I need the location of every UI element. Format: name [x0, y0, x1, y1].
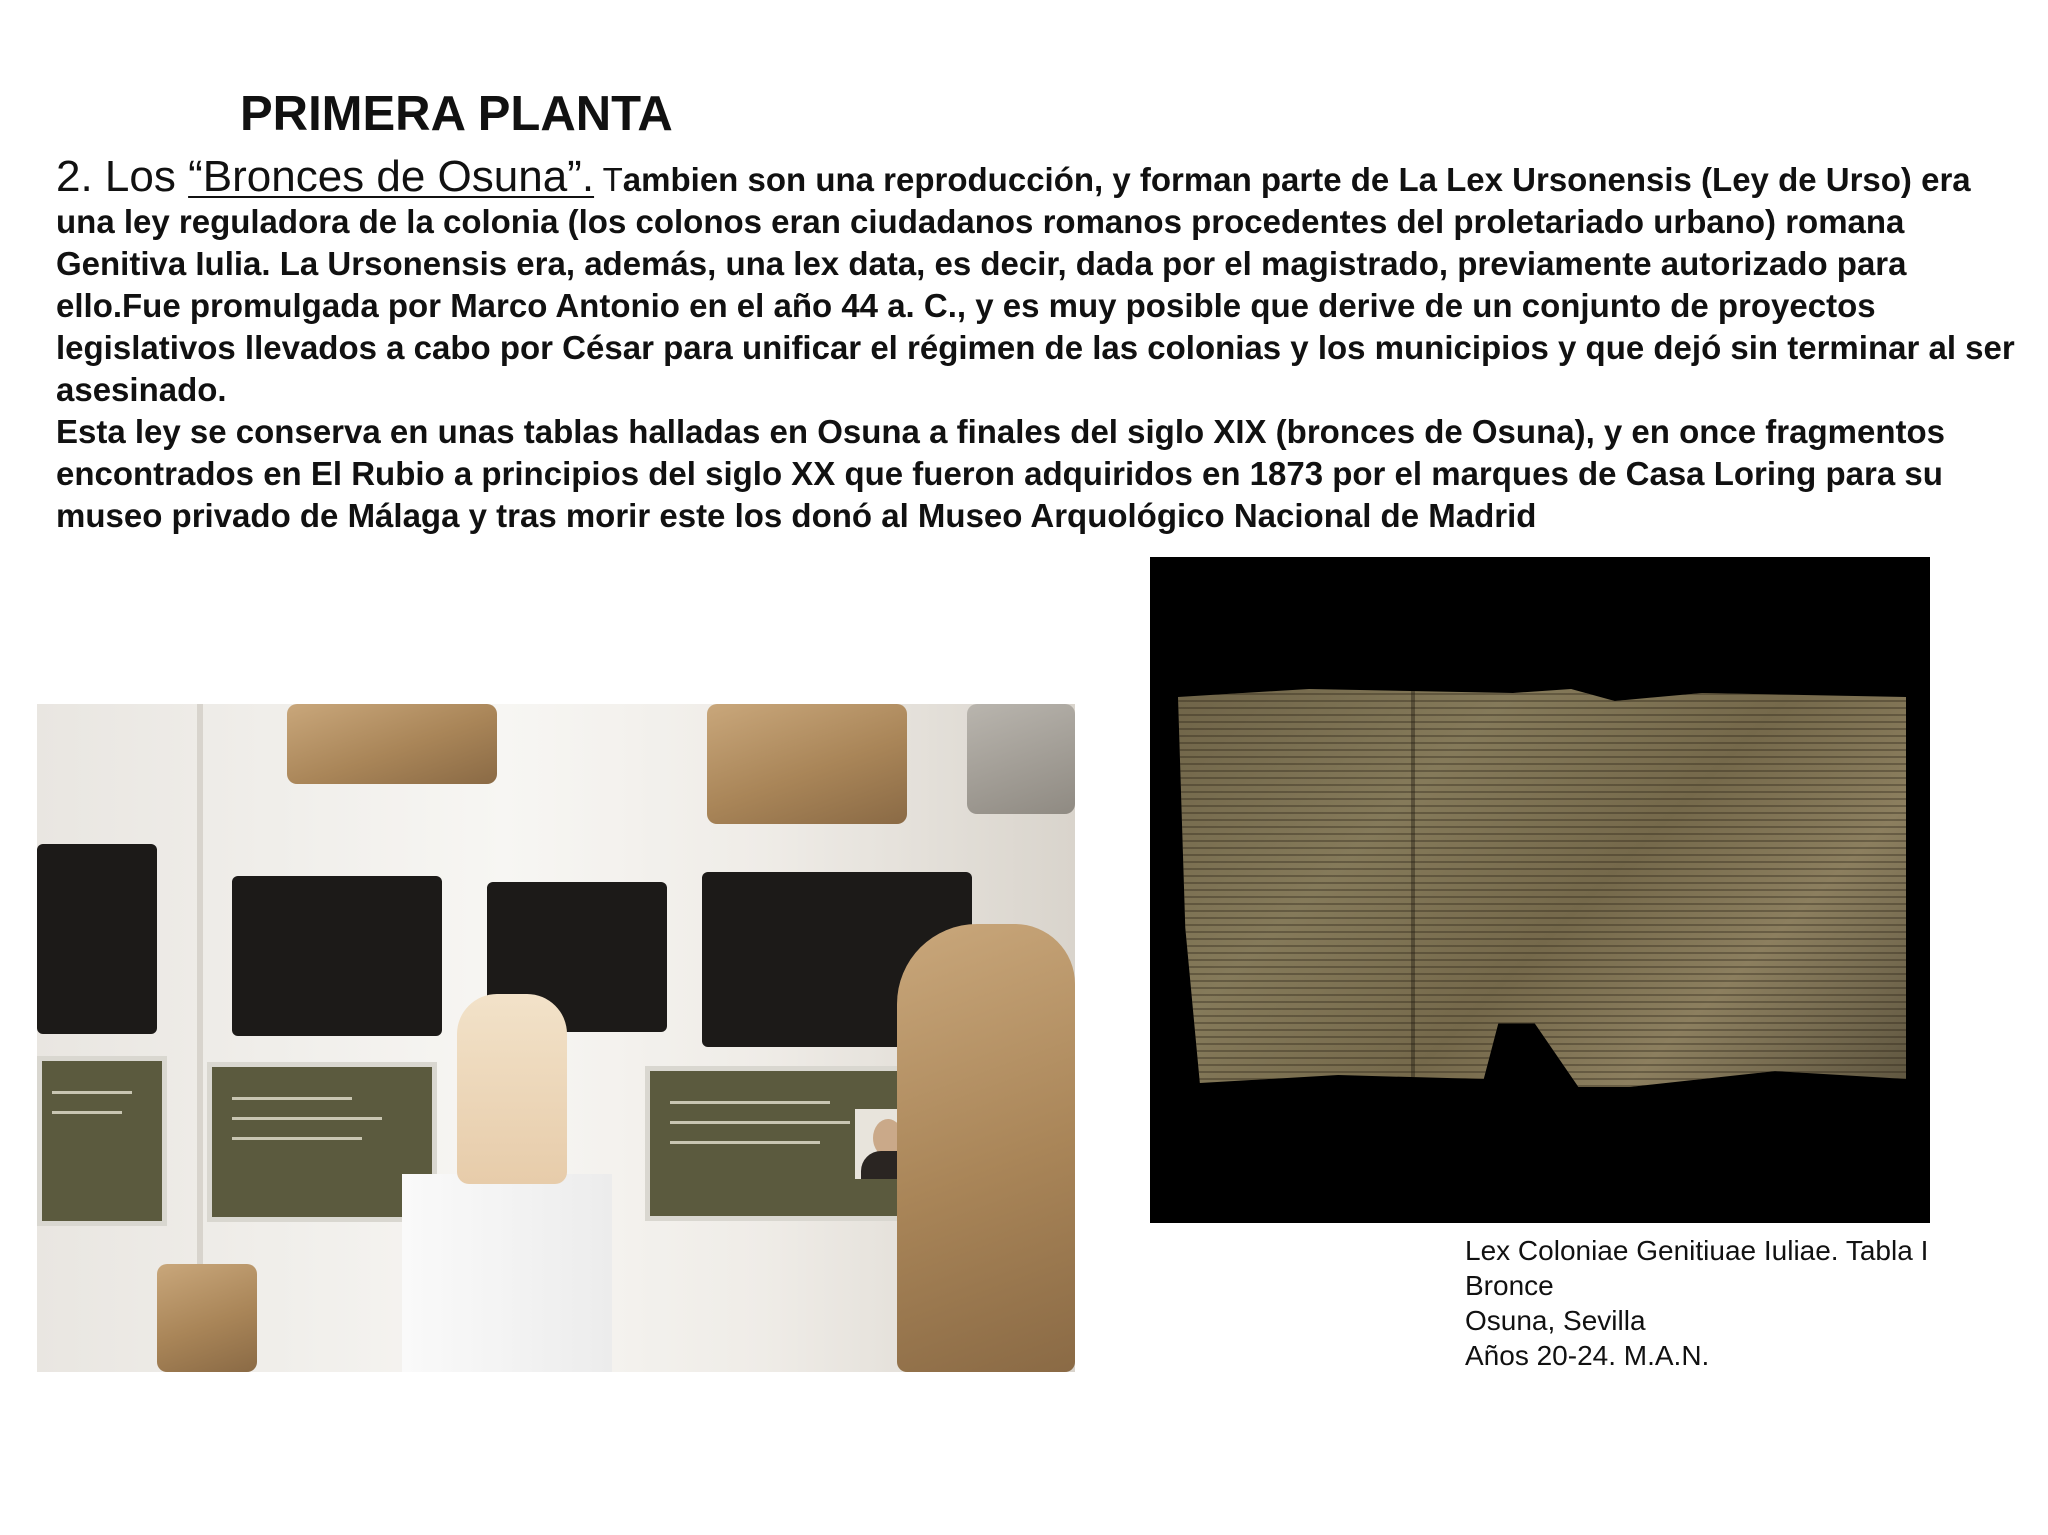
bronze-tablet-seam — [1411, 689, 1415, 1087]
photo-bronze-plaque-1 — [37, 844, 157, 1034]
photo-pedestal — [402, 1174, 612, 1372]
photo-stone-sculpture-right — [897, 924, 1075, 1372]
caption-line-date: Años 20-24. M.A.N. — [1465, 1340, 1710, 1371]
caption-line-place: Osuna, Sevilla — [1465, 1305, 1646, 1336]
museum-room-photo — [37, 704, 1075, 1372]
page-title: PRIMERA PLANTA — [240, 87, 673, 141]
caption-line-title: Lex Coloniae Genitiuae Iuliae. Tabla I — [1465, 1235, 1929, 1266]
photo-stone-relief-top-center — [707, 704, 907, 824]
section-title: “Bronces de Osuna”. — [188, 152, 595, 201]
photo-stone-fragment-bottom — [157, 1264, 257, 1372]
caption-line-material: Bronce — [1465, 1270, 1554, 1301]
section-number: 2. Los — [56, 152, 189, 201]
photo-info-panel-1 — [37, 1056, 167, 1226]
section-text — [56, 152, 2026, 537]
photo-stone-relief-top-left — [287, 704, 497, 784]
photo-white-sculpture — [457, 994, 567, 1184]
photo-granite-block — [967, 704, 1075, 814]
photo-bronze-plaque-2 — [232, 876, 442, 1036]
bronze-tablet-photo — [1150, 557, 1930, 1223]
paragraph-second: Esta ley se conserva en unas tablas halladas en Osuna a finales del siglo XIX (bronces de Osuna), y en once fragmentos encontrados en El Rubio a principios del siglo XX que fueron adquiridos en 1873 por el marques de Casa Loring para su museo privado de Málaga y tras morir este los donó al Museo Arquológico Nacional de Madrid — [56, 413, 1945, 534]
bronze-tablet — [1178, 689, 1906, 1087]
photo-caption — [1465, 1233, 1928, 1373]
paragraph-first-letter: T — [594, 161, 623, 198]
paragraph-body: ambien son una reproducción, y forman parte de La Lex Ursonensis (Ley de Urso) era una ley reguladora de la colonia (los colonos eran ciudadanos romanos procedentes del proletariado urbano) romana Genitiva Iulia. La Ursonensis era, además, una lex data, es decir, dada por el magistrado, previamente autorizado para ello.Fue promulgada por Marco Antonio en el año 44 a. C., y es muy posible que derive de un conjunto de proyectos legislativos llevados a cabo por César para unificar el régimen de las colonias y los municipios y que dejó sin terminar al ser asesinado. — [56, 161, 2015, 408]
paragraph-intro — [56, 152, 2026, 411]
